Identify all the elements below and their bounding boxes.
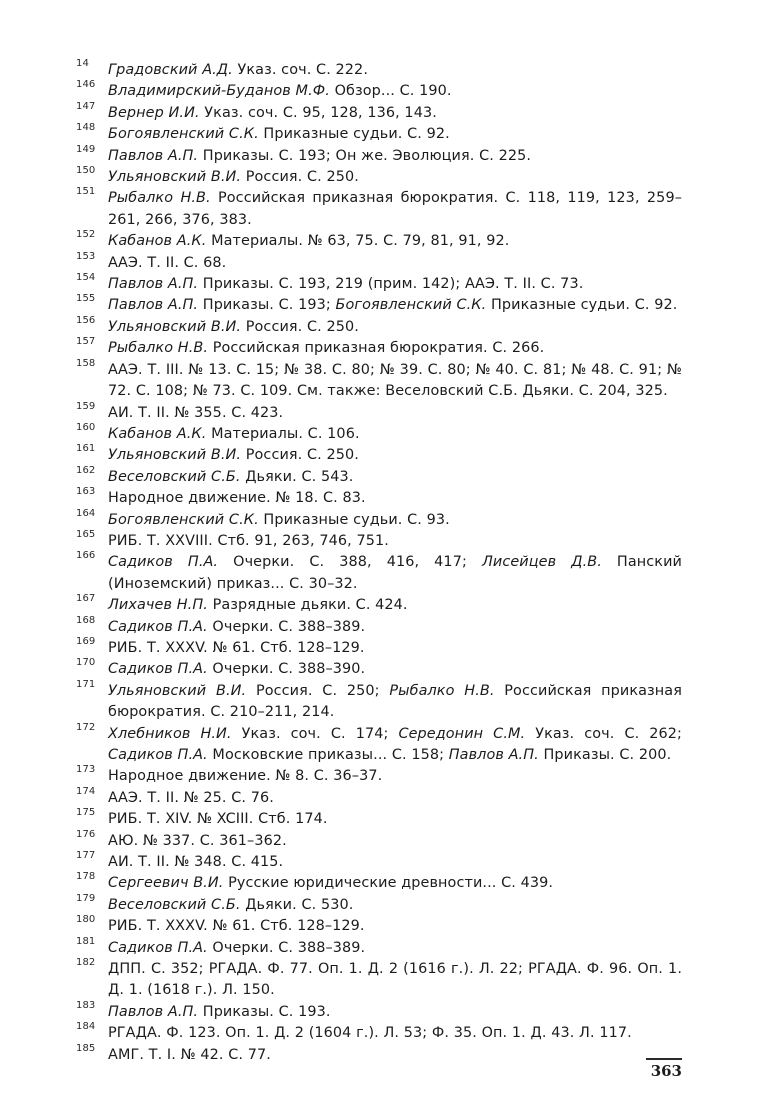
footnote <box>76 678 682 724</box>
footnote-number: 156 <box>76 314 96 326</box>
footnote-author: Вернер И.И. <box>108 104 200 121</box>
footnote-text: Указ. соч. С. 95, 128, 136, 143. <box>199 104 437 121</box>
footnote-author: Рыбалко Н.В. <box>108 190 211 207</box>
footnote-number: 178 <box>76 871 96 883</box>
footnote-number: 14 <box>76 58 89 69</box>
footnote <box>76 167 682 188</box>
footnote <box>76 445 682 466</box>
footnote-number: 162 <box>76 464 96 476</box>
footnote-author: Лихачев Н.П. <box>108 597 208 614</box>
footnote <box>76 1042 682 1066</box>
footnote-text: Приказы. С. 193; <box>198 297 336 314</box>
footnote <box>76 400 682 424</box>
footnote <box>76 188 682 231</box>
footnote <box>76 124 682 145</box>
footnote-number: 167 <box>76 593 96 605</box>
footnote <box>76 892 682 916</box>
footnote <box>76 659 682 680</box>
footnote-number: 175 <box>76 807 96 819</box>
footnote-number: 159 <box>76 400 96 412</box>
footnote-text: АМГ. Т. I. № 42. С. 77. <box>108 1046 271 1063</box>
footnote <box>76 935 682 959</box>
footnote-text: Приказы. С. 193; Он же. Эволюция. С. 225. <box>198 147 532 164</box>
footnote-number: 161 <box>76 443 96 455</box>
footnote-text: Обзор... С. 190. <box>329 83 452 100</box>
footnote-number: 155 <box>76 293 96 305</box>
footnote-text: Народное движение. № 8. С. 36–37. <box>108 768 383 785</box>
footnote <box>76 250 682 274</box>
footnote-text: ААЭ. Т. II. № 25. С. 76. <box>108 789 274 806</box>
footnote <box>76 357 682 403</box>
footnote-author: Садиков П.А. <box>108 618 208 635</box>
footnote-text: Приказные судьи. С. 92. <box>258 126 450 143</box>
footnote-text: Панский (Иноземский) приказ... С. 30–32. <box>108 554 682 592</box>
footnote-text: Указ. соч. С. 174; <box>231 725 399 742</box>
footnote <box>76 295 682 316</box>
footnote-number: 180 <box>76 914 96 926</box>
footnote-number: 171 <box>76 678 96 690</box>
footnote-text: РГАДА. Ф. 123. Оп. 1. Д. 2 (1604 г.). Л. 53; Ф. 35. Оп. 1. Д. 43. Л. 117. <box>108 1025 632 1042</box>
footnote-text: Приказы. С. 193. <box>198 1003 331 1020</box>
footnote-author: Веселовский С.Б. <box>108 896 241 913</box>
footnote-number: 146 <box>76 79 96 91</box>
footnote-text: Россия. С. 250; <box>246 682 390 699</box>
footnote <box>76 785 682 809</box>
footnote-text: Дьяки. С. 530. <box>240 896 354 913</box>
footnote <box>76 766 682 787</box>
footnote-number: 177 <box>76 850 96 862</box>
footnote-text: Приказные судьи. С. 93. <box>258 511 450 528</box>
footnote-number: 176 <box>76 828 96 840</box>
footnote-text: Очерки. С. 388, 416, 417; <box>218 554 482 571</box>
footnote-number: 170 <box>76 657 96 669</box>
footnote-text: Народное движение. № 18. С. 83. <box>108 490 366 507</box>
footnote-author: Богоявленский С.К. <box>335 297 487 314</box>
footnote-author: Павлов А.П. <box>448 747 539 763</box>
footnote-text: ААЭ. Т. III. № 13. С. 15; № 38. С. 80; № 39. С. 80; № 40. С. 81; № 48. С. 91; № 72. С. 108; № 73. С. 109. См. также: Веселовский С.Б. Дьяки. С. 204, 325. <box>108 361 682 400</box>
footnote <box>76 1023 682 1044</box>
footnote-number: 149 <box>76 143 96 155</box>
footnote <box>76 828 682 852</box>
footnote-number: 169 <box>76 635 96 647</box>
footnote-number: 172 <box>76 721 96 733</box>
footnote-author: Лисейцев Д.В. <box>481 554 602 571</box>
footnote-text: РИБ. Т. XXXV. № 61. Стб. 128–129. <box>108 918 365 935</box>
footnote <box>76 488 682 509</box>
footnote <box>76 916 682 937</box>
footnote-number: 148 <box>76 122 96 134</box>
footnote-number: 164 <box>76 507 96 519</box>
footnote-text: Указ. соч. С. 262; <box>525 725 683 742</box>
footnote-number: 154 <box>76 272 96 284</box>
footnote <box>76 635 682 659</box>
footnote-number: 150 <box>76 165 96 177</box>
footnote-text: Приказы. С. 200. <box>538 747 672 763</box>
footnote-author: Павлов А.П. <box>108 297 199 314</box>
footnote-number: 157 <box>76 336 96 348</box>
footnotes-list <box>76 60 682 1066</box>
footnote-author: Павлов А.П. <box>108 1003 199 1020</box>
footnote-text: АИ. Т. II. № 355. С. 423. <box>108 404 284 421</box>
footnote-number: 147 <box>76 100 96 112</box>
footnote-author: Садиков П.А. <box>108 939 208 956</box>
footnote-number: 168 <box>76 614 96 626</box>
footnote-author: Владимирский-Буданов М.Ф. <box>108 83 330 100</box>
footnote-text: Приказы. С. 193, 219 (прим. 142); ААЭ. Т. II. С. 73. <box>198 276 584 293</box>
footnote-author: Павлов А.П. <box>108 276 199 293</box>
footnote <box>76 100 682 124</box>
footnote-text: Разрядные дьяки. С. 424. <box>207 597 408 614</box>
footnote-number: 152 <box>76 229 96 241</box>
footnote <box>76 614 682 638</box>
footnote <box>76 507 682 531</box>
footnote-text: ДПП. С. 352; РГАДА. Ф. 77. Оп. 1. Д. 2 (1616 г.). Л. 22; РГАДА. Ф. 96. Оп. 1. Д. 1. (1618 г.). Л. 150. <box>108 961 682 999</box>
footnote-number: 165 <box>76 528 96 540</box>
footnote-author: Сергеевич В.И. <box>108 875 224 892</box>
footnote-author: Градовский А.Д. <box>108 62 233 78</box>
footnote-author: Ульяновский В.И. <box>108 447 242 464</box>
footnote-author: Веселовский С.Б. <box>108 468 241 485</box>
footnote-number: 166 <box>76 550 96 562</box>
footnote-text: Россия. С. 250. <box>241 169 359 186</box>
footnote-text: РИБ. Т. XXXV. № 61. Стб. 128–129. <box>108 639 365 656</box>
footnote-text: Московские приказы... С. 158; <box>207 747 449 763</box>
footnote-text: Указ. соч. С. 222. <box>232 62 368 78</box>
footnote-author: Садиков П.А. <box>108 554 219 571</box>
footnote <box>76 809 682 830</box>
footnote <box>76 721 683 767</box>
footnote-number: 179 <box>76 892 96 904</box>
footnote <box>76 143 682 167</box>
footnote-text: Россия. С. 250. <box>241 447 359 464</box>
footnote-author: Рыбалко Н.В. <box>108 340 209 357</box>
footnote-number: 185 <box>76 1042 96 1054</box>
footnote-author: Садиков П.А. <box>108 747 208 763</box>
footnote <box>76 81 682 102</box>
footnote-number: 173 <box>76 764 96 776</box>
footnote-number: 181 <box>76 935 96 947</box>
footnote <box>76 421 682 445</box>
footnote-text: Очерки. С. 388–389. <box>207 618 366 635</box>
footnote-author: Ульяновский В.И. <box>108 318 242 335</box>
footnote <box>76 959 682 1002</box>
footnote-text: АЮ. № 337. С. 361–362. <box>108 832 287 849</box>
footnote-number: 151 <box>76 186 96 198</box>
footnote-text: Очерки. С. 388–390. <box>207 661 366 678</box>
footnote-text: Россия. С. 250. <box>241 318 359 335</box>
footnote-author: Павлов А.П. <box>108 147 199 164</box>
footnote-number: 153 <box>76 250 96 262</box>
footnote-number: 160 <box>76 421 96 433</box>
footnote-number: 174 <box>76 785 96 797</box>
footnote <box>76 852 682 873</box>
footnote <box>76 873 682 894</box>
footnote-text: Материалы. № 63, 75. С. 79, 81, 91, 92. <box>206 233 510 250</box>
footnote-author: Садиков П.А. <box>108 661 208 678</box>
footnote-author: Кабанов А.К. <box>108 233 207 250</box>
footnote-number: 158 <box>76 357 96 369</box>
footnote-author: Ульяновский В.И. <box>108 169 242 186</box>
footnote-text: РИБ. Т. XIV. № XCIII. Стб. 174. <box>108 811 328 828</box>
footnote-text: Российская приказная бюрократия. С. 266. <box>208 340 545 357</box>
footnote-author: Богоявленский С.К. <box>108 126 259 143</box>
footnote-text: Очерки. С. 388–389. <box>207 939 366 956</box>
footnote <box>76 338 682 359</box>
footnote-number: 183 <box>76 999 96 1011</box>
footnote-author: Кабанов А.К. <box>108 425 207 442</box>
footnote-text: Российская приказная бюрократия. С. 118, 119, 123, 259–261, 266, 376, 383. <box>108 190 682 228</box>
footnote <box>76 552 682 595</box>
footnote <box>76 999 682 1023</box>
footnote-text: Приказные судьи. С. 92. <box>486 297 678 314</box>
footnote-text: Материалы. С. 106. <box>206 425 360 442</box>
footnote <box>76 464 682 488</box>
footnote-author: Богоявленский С.К. <box>108 511 259 528</box>
footnote-author: Ульяновский В.И. <box>108 682 247 699</box>
footnote-author: Хлебников Н.И. <box>108 725 232 742</box>
footnote <box>76 274 682 295</box>
footnote <box>76 231 682 252</box>
footnote-text: Российская приказная бюрократия. С. 210–211, 214. <box>108 682 682 721</box>
footnote-number: 163 <box>76 486 96 498</box>
footnote-text: РИБ. Т. XXVIII. Стб. 91, 263, 746, 751. <box>108 532 389 549</box>
footnote-text: АИ. Т. II. № 348. С. 415. <box>108 854 284 871</box>
footnote-number: 182 <box>76 957 96 969</box>
footnote-text: ААЭ. Т. II. С. 68. <box>108 254 227 271</box>
footnote <box>76 60 682 81</box>
footnote <box>76 595 682 616</box>
footnote-number: 184 <box>76 1021 96 1033</box>
footnote <box>76 528 682 552</box>
footnote-text: Дьяки. С. 543. <box>240 468 354 485</box>
footnote-author: Рыбалко Н.В. <box>389 682 495 699</box>
footnote-author: Середонин С.М. <box>398 725 526 742</box>
footnote <box>76 314 682 338</box>
footnote-text: Русские юридические древности... С. 439. <box>223 875 554 892</box>
page-number: 363 <box>646 1058 682 1080</box>
